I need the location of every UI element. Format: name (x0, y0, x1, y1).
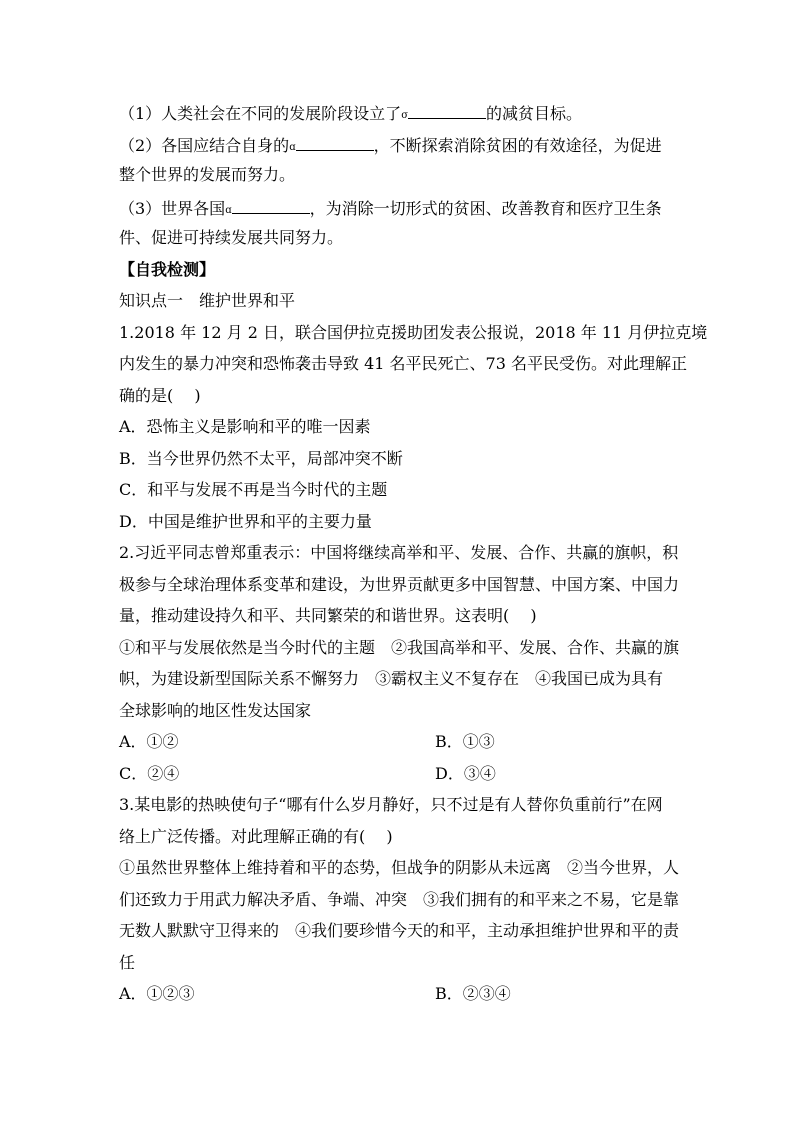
question-2-stem: 2.习近平同志曾郑重表示：中国将继续高举和平、发展、合作、共赢的旗帜，积 (119, 543, 679, 562)
question-2-option-c: C．②④ (119, 764, 180, 783)
question-2-options-row2 (119, 764, 679, 784)
question-1-option-b: B．当今世界仍然不太平，局部冲突不断 (119, 449, 403, 468)
question-3-stem: 络上广泛传播。对此理解正确的有( ) (119, 827, 393, 846)
question-1-stem: 1.2018 年 12 月 2 日，联合国伊拉克援助团发表公报说，2018 年 11 月伊拉克境 (119, 323, 708, 342)
blank-marker: ɑ (225, 205, 232, 216)
question-3-stem: 3.某电影的热映使句子“哪有什么岁月静好，只不过是有人替你负重前行”在网 (119, 795, 663, 814)
question-1-option-a: A．恐怖主义是影响和平的唯一因素 (119, 417, 371, 436)
question-3-statement: ①虽然世界整体上维持着和平的态势，但战争的阴影从未远离 ②当今世界，人 (119, 858, 680, 877)
question-2-statement: 帜，为建设新型国际关系不懈努力 ③霸权主义不复存在 ④我国已成为具有 (119, 669, 664, 688)
fill-blank-3-prefix: （3）世界各国 (119, 199, 226, 218)
knowledge-point-title: 知识点一 维护世界和平 (119, 291, 296, 310)
question-2-option-d: D．③④ (435, 764, 496, 783)
question-3-statement: 任 (119, 953, 136, 972)
blank-marker: σ (401, 110, 409, 121)
question-2-option-a: A．①② (119, 732, 179, 751)
question-1-stem: 确的是( ) (119, 386, 201, 405)
answer-blank (408, 102, 486, 119)
section-heading: 【自我检测】 (119, 260, 216, 279)
question-1-option-c: C．和平与发展不再是当今时代的主题 (119, 480, 388, 499)
fill-blank-1-suffix: 的减贫目标。 (486, 104, 583, 123)
fill-blank-2-line2: 整个世界的发展而努力。 (119, 165, 296, 184)
question-2-statement: 全球影响的地区性发达国家 (119, 701, 312, 720)
fill-blank-1-prefix: （1）人类社会在不同的发展阶段设立了 (119, 104, 402, 123)
question-2-options-row1 (119, 732, 679, 752)
question-3-option-b: B．②③④ (435, 984, 511, 1003)
fill-blank-1 (119, 102, 679, 127)
fill-blank-2-suffix: ，不断探索消除贫困的有效途径，为促进 (373, 136, 662, 155)
fill-blank-3-line2: 件、促进可持续发展共同努力。 (119, 228, 344, 247)
blank-marker: ɑ (289, 142, 296, 153)
question-1-option-d: D．中国是维护世界和平的主要力量 (119, 512, 372, 531)
question-3-statement: 无数人默默守卫得来的 ④我们要珍惜今天的和平，主动承担维护世界和平的责 (119, 921, 680, 940)
question-3-options-row1 (119, 984, 679, 1004)
answer-blank (296, 134, 374, 151)
question-3-option-a: A．①②③ (119, 984, 195, 1003)
question-2-stem: 极参与全球治理体系变革和建设，为世界贡献更多中国智慧、中国方案、中国力 (119, 575, 680, 594)
fill-blank-2-prefix: （2）各国应结合自身的 (119, 136, 290, 155)
fill-blank-3 (119, 197, 679, 222)
fill-blank-2 (119, 134, 679, 159)
question-3-statement: 们还致力于用武力解决矛盾、争端、冲突 ③我们拥有的和平来之不易，它是靠 (119, 890, 680, 909)
question-2-option-b: B．①③ (435, 732, 495, 751)
question-2-stem: 量，推动建设持久和平、共同繁荣的和谐世界。这表明( ) (119, 606, 537, 625)
answer-blank (232, 197, 310, 214)
fill-blank-3-suffix: ，为消除一切形式的贫困、改善教育和医疗卫生条 (309, 199, 662, 218)
question-1-stem: 内发生的暴力冲突和恐怖袭击导致 41 名平民死亡、73 名平民受伤。对此理解正 (119, 354, 687, 373)
question-2-statement: ①和平与发展依然是当今时代的主题 ②我国高举和平、发展、合作、共赢的旗 (119, 638, 680, 657)
